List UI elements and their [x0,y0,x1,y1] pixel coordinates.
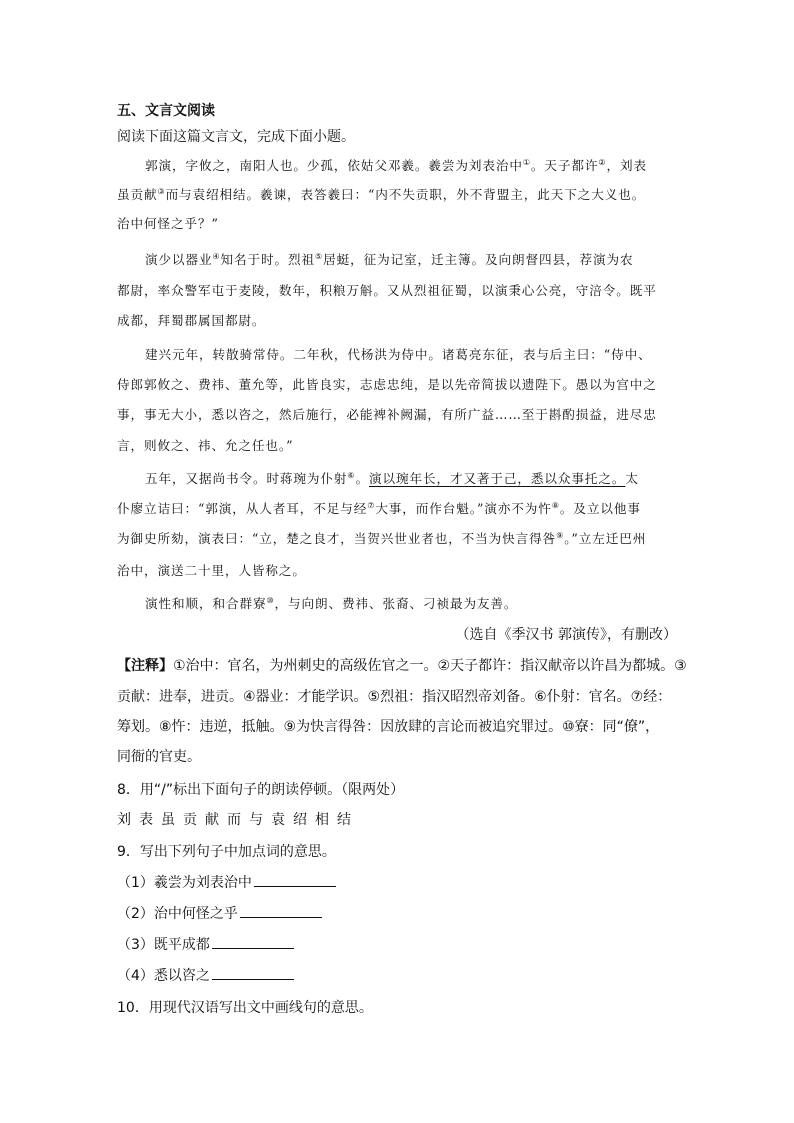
passage-line: 五年，又据尚书令。时蒋琬为仆射⑥。演以琬年长，才又著于己，悉以众事托之。太 [145,470,639,486]
passage-line: 侍郎郭攸之、费祎、董允等，此皆良实，志虑忠纯，是以先帝简拔以遗陛下。愚以为宫中之 [117,377,657,392]
instruction: 阅读下面这篇文言文，完成下面小题。 [117,129,355,145]
passage-line: 仆廖立诘曰：“郭演，从人者耳，不足与经⑦大事，而作台魁。”演亦不为忤⑧。及立以他事 [117,500,641,516]
passage-line: 治中，演送二十里，人皆称之。 [117,563,306,578]
question-8-sentence: 刘表虽贡献而与袁绍相结 [117,812,359,828]
question-8: 8．用“/”标出下面句子的朗读停顿。（限两处） [117,782,405,798]
section-title: 五、文言文阅读 [117,103,215,119]
note-line: 【注释】①治中：官名，为州刺史的高级佐官之一。②天子都许：指汉献帝以许昌为都城。③ [117,658,687,674]
passage-line: 治中何怪之乎？” [117,216,219,231]
passage-line: 言，则攸之、祎、允之任也。” [117,438,294,453]
answer-blank[interactable] [212,966,294,980]
passage-line: 建兴元年，转散骑常侍。二年秋，代杨洪为侍中。诸葛亮东征，表与后主曰：“侍中、 [145,347,652,362]
note-line: 贡献：进奉，进贡。④器业：才能学识。⑤烈祖：指汉昭烈帝刘备。⑥仆射：官名。⑦经： [117,689,672,705]
passage-line: 为御史所劾，演表曰：“立，楚之良才，当贺兴世业者也，不当为快言得咎⑨。”立左迁巴州 [117,530,647,546]
passage-line: 成都，拜蜀郡属国都尉。 [117,313,266,328]
question-10: 10．用现代汉语写出文中画线句的意思。 [117,1000,373,1016]
answer-blank[interactable] [212,935,294,949]
question-9-item: （4）悉以咨之 [117,965,294,985]
underlined-sentence: 演以琬年长，才又著于己，悉以众事托之。 [368,471,626,486]
passage-line: 演少以器业④知名于时。烈祖⑤居蜓，征为记室，迁主簿。及向朗督四县，荐演为农 [145,251,634,267]
passage-line: 都尉，率众警军屯于麦陵，数年，积粮万斛。又从烈祖征蜀，以演秉心公亮，守涪令。既平 [117,283,657,298]
question-9: 9．写出下列句子中加点词的意思。 [117,844,336,860]
question-9-item: （1）羲尝为刘表治中 [117,872,336,892]
note-line: 同衙的官吏。 [117,749,201,765]
passage-line: 郭演，字攸之，南阳人也。少孤，依姑父邓羲。羲尝为刘表治中①。天子都许②，刘表 [145,157,647,173]
source-citation: （选自《季汉书 郭演传》，有删改） [455,627,677,643]
note-line: 筹划。⑧忤：违逆，抵触。⑨为快言得咎：因放肆的言论而被追究罪过。⑩寮：同“僚”， [117,719,660,735]
passage-line: 事，事无大小，悉以咨之，然后施行，必能裨补阙漏，有所广益……至于斟酌损益，进尽忠 [117,407,657,422]
passage-line: 虽贡献③而与袁绍相结。羲谏，表答羲曰：“内不失贡职，外不背盟主，此天下之大义也。 [117,186,646,202]
answer-blank[interactable] [240,904,322,918]
question-9-item: （2）治中何怪之乎 [117,903,322,923]
question-9-item: （3）既平成都 [117,934,294,954]
answer-blank[interactable] [254,873,336,887]
passage-line: 演性和顺，和合群寮⑩，与向朗、费祎、张裔、刁祯最为友善。 [145,595,518,611]
